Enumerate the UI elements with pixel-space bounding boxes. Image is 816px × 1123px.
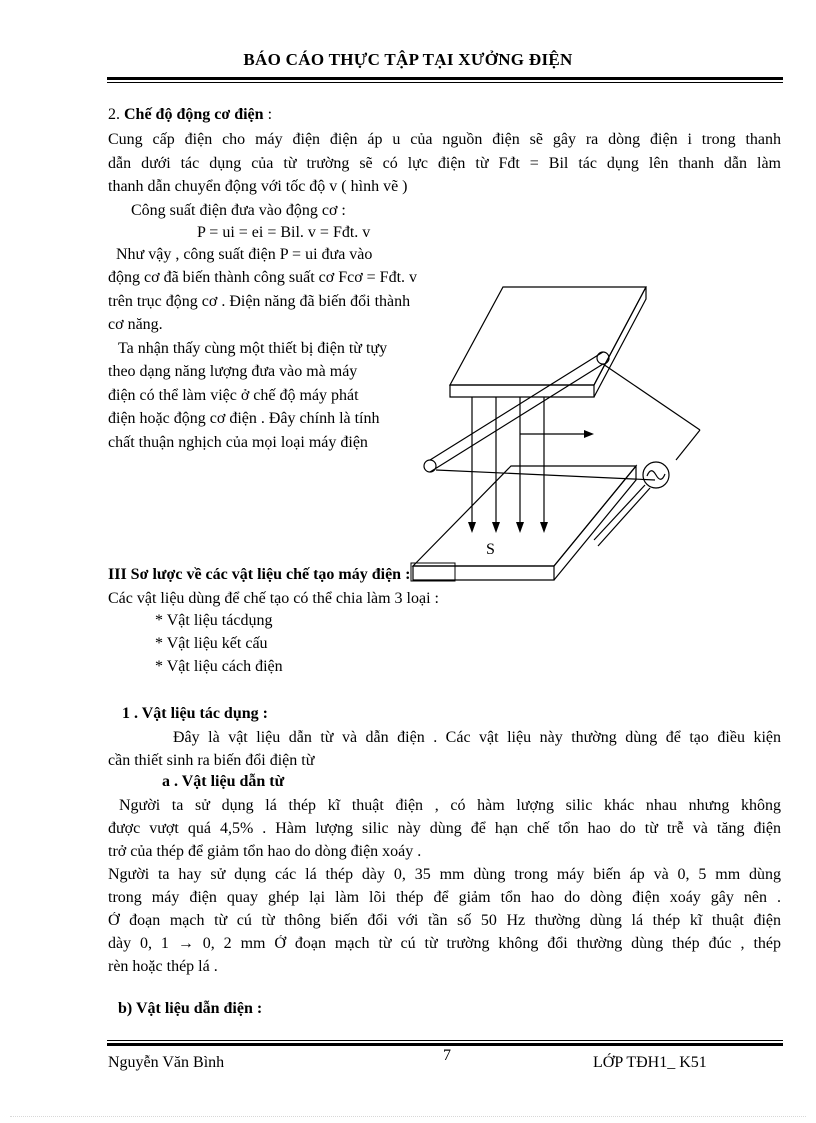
footer-rule [107, 1043, 783, 1046]
paragraph-line: Ở đoạn mạch từ cú từ thông biến đổi với tần số 50 Hz thường dùng lá thép kĩ thuật điện [108, 912, 781, 929]
section-2-heading: 2. Chế độ động cơ điện : [108, 106, 273, 123]
section-3-intro: Các vật liệu dùng để chế tạo có thể chia làm 3 loại : [108, 590, 439, 607]
paragraph-line: trở của thép để giảm tổn hao do dòng điện xoáy . [108, 843, 422, 860]
footer-rule-thin [107, 1040, 783, 1041]
section-3-heading: III Sơ lược về các vật liệu chế tạo máy điện : [108, 566, 411, 583]
lower-pole-side-face [554, 466, 636, 580]
paragraph-line: Ta nhận thấy cùng một thiết bị điện từ tựy [118, 340, 388, 357]
lower-pole-front-face [413, 566, 554, 580]
subheading-a: a . Vật liệu dẫn từ [162, 773, 285, 790]
power-formula: P = ui = ei = Bil. v = Fđt. v [197, 224, 371, 241]
list-item: * Vật liệu tácdụng [155, 612, 273, 629]
paragraph-line: dày 0, 1 → 0, 2 mm Ở đoạn mạch từ cú từ trường không đổi thường dùng thép đúc , thép [108, 935, 781, 952]
power-label: Công suất điện đưa vào động cơ : [131, 202, 346, 219]
paragraph-line: rèn hoặc thép lá . [108, 958, 218, 975]
paragraph-line: chất thuận nghịch của mọi loại máy điện [108, 434, 368, 451]
paragraph-line: cơ năng. [108, 316, 163, 333]
page-number: 7 [443, 1047, 451, 1064]
rail-line [603, 364, 700, 430]
conductor-bar [430, 352, 603, 460]
page-bottom-edge [10, 1116, 806, 1117]
paragraph-line: Người ta sử dụng lá thép kĩ thuật điện , có hàm lượng silic khác nhau nhưng không [119, 797, 781, 814]
conductor-bar [430, 364, 603, 472]
pole-label-s: S [486, 541, 495, 558]
lower-pole-top-face [413, 466, 636, 566]
paragraph-line: Người ta hay sử dụng các lá thép dày 0, 35 mm dùng trong máy biến áp và 0, 5 mm dùng [108, 866, 781, 883]
conductor-end-right [597, 352, 609, 364]
paragraph-line: theo dạng năng lượng đưa vào mà máy [108, 363, 358, 380]
page-header-title: BÁO CÁO THỰC TẬP TẠI XƯỞNG ĐIỆN [243, 50, 573, 69]
source-lead [676, 430, 700, 460]
paragraph-line: Như vậy , công suất điện P = ui đưa vào [116, 246, 373, 263]
footer-class: LỚP TĐH1_ K51 [593, 1054, 707, 1071]
paragraph-line: cần thiết sinh ra biến đổi điện từ [108, 752, 315, 769]
paragraph-line: Đây là vật liệu dẫn từ và dẫn điện . Các vật liệu này thường dùng để tạo điều kiện [173, 729, 781, 746]
paragraph-line: Cung cấp điện cho máy điện điện áp u của nguồn điện sẽ gây ra dòng điện i trong thanh [108, 131, 781, 148]
paragraph-line: động cơ đã biến thành công suất cơ Fcơ = Fđt. v [108, 269, 418, 286]
paragraph-line: điện hoặc động cơ điện . Đây chính là tính [108, 410, 380, 427]
rail-line [436, 470, 655, 480]
paragraph-line: được vượt quá 4,5% . Hàm lượng silic này dùng để hạn chế tổn hao do từ trễ và tăng điện [108, 820, 781, 837]
section-3-1-heading: 1 . Vật liệu tác dụng : [122, 705, 268, 722]
list-item: * Vật liệu cách điện [155, 658, 283, 675]
upper-pole-front-face [450, 385, 594, 397]
list-item: * Vật liệu kết cấu [155, 635, 268, 652]
paragraph-line: điện có thể làm việc ở chế độ máy phát [108, 387, 359, 404]
footer-author: Nguyễn Văn Bình [108, 1054, 225, 1071]
conductor-end-left [424, 460, 436, 472]
upper-pole-side-face [594, 287, 646, 397]
subheading-b: b) Vật liệu dẫn điện : [118, 1000, 263, 1017]
paragraph-line: thanh dẫn chuyển động với tốc độ v ( hình vẽ ) [108, 178, 408, 195]
paragraph-line: trên trục động cơ . Điện năng đã biến đổi thành [108, 293, 411, 310]
source-lead [594, 485, 645, 540]
paragraph-line: dẫn dưới tác dụng của từ trường sẽ có lực điện từ Fđt = Bil tác dụng lên thanh dẫn làm [108, 155, 781, 172]
upper-pole-top-face [450, 287, 646, 385]
paragraph-line: trong máy điện quay ghép lại làm lõi thép để giảm tổn hao do dòng điện xoáy gây nên . [108, 889, 781, 906]
